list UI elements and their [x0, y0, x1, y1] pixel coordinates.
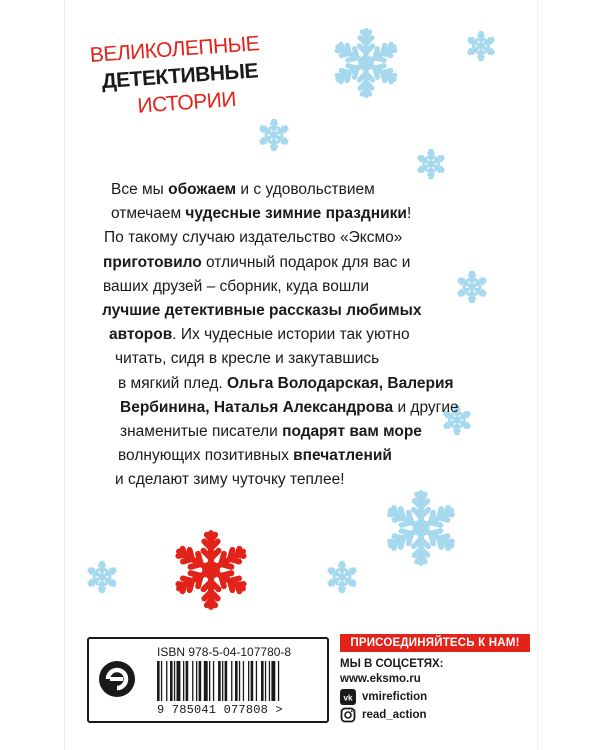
- website-link[interactable]: www.eksmo.ru: [340, 673, 421, 685]
- blurb-line: лучшие детективные рассказы любимых: [102, 302, 422, 320]
- instagram-icon: [340, 707, 356, 723]
- series-title-line-2: ДЕТЕКТИВНЫЕ: [100, 59, 259, 94]
- blurb-line: знаменитые писатели подарят вам море: [120, 423, 422, 441]
- barcode-bar: [235, 661, 238, 701]
- blurb-line: и сделают зиму чуточку теплее!: [115, 471, 345, 489]
- barcode-bar: [196, 661, 197, 701]
- barcode-bar: [177, 661, 181, 701]
- svg-text:vk: vk: [343, 693, 353, 703]
- barcode-bar: [218, 661, 221, 701]
- series-title: [89, 30, 264, 123]
- barcode-bar: [209, 661, 210, 701]
- barcode-bar: [225, 661, 228, 701]
- barcode-bar: [222, 661, 223, 701]
- blurb-line: отмечаем чудесные зимние праздники!: [111, 205, 412, 223]
- barcode-bar: [183, 661, 184, 701]
- barcode-bar: [186, 661, 189, 701]
- barcode-bar: [269, 661, 270, 701]
- snowflake-icon: [465, 30, 497, 62]
- series-title-line-3: ИСТОРИИ: [136, 87, 237, 118]
- social-heading: МЫ В СОЦСЕТЯХ:: [340, 658, 444, 670]
- isbn-barcode-box: [87, 637, 329, 723]
- blurb-line: ваших друзей – сборник, куда вошли: [103, 277, 369, 295]
- barcode-bar: [199, 661, 202, 701]
- barcode-digits: 9 785041 077808 >: [157, 703, 283, 717]
- annotation-text: [65, 178, 465, 493]
- barcode-bar: [161, 661, 162, 701]
- barcode-bar: [231, 661, 232, 701]
- barcode-bar: [166, 661, 167, 701]
- blurb-line: приготовило отличный подарок для вас и: [103, 253, 411, 271]
- barcode-bar: [204, 661, 208, 701]
- blurb-line: в мягкий плед. Ольга Володарская, Валерия: [118, 374, 454, 392]
- blurb-line: По такому случаю издательство «Эксмо»: [104, 229, 403, 247]
- snowflake-icon: [415, 148, 447, 180]
- barcode: [157, 661, 317, 701]
- instagram-link[interactable]: [340, 707, 427, 723]
- barcode-bar: [213, 661, 214, 701]
- barcode-bar: [192, 661, 193, 701]
- isbn-number: ISBN 978-5-04-107780-8: [157, 645, 292, 659]
- blurb-line: авторов. Их чудесные истории так уютно: [109, 326, 410, 344]
- snowflake-icon: [329, 26, 403, 100]
- book-back-cover: [64, 0, 538, 750]
- snowflake-icon: [85, 560, 119, 594]
- barcode-bar: [157, 661, 160, 701]
- join-us-banner: ПРИСОЕДИНЯЙТЕСЬ К НАМ!: [340, 634, 530, 652]
- snowflake-icon: [381, 488, 461, 568]
- barcode-bar: [239, 661, 240, 701]
- instagram-handle: read_action: [362, 709, 427, 721]
- barcode-bar: [265, 661, 266, 701]
- blurb-line: Вербинина, Наталья Александрова и другие: [120, 398, 459, 416]
- vk-icon: [340, 689, 356, 705]
- barcode-bar: [243, 661, 244, 701]
- blurb-line: Все мы обожаем и с удовольствием: [111, 181, 375, 198]
- series-title-line-1: ВЕЛИКОЛЕПНЫЕ: [89, 32, 260, 67]
- blurb-line: читать, сидя в кресле и закутавшись: [115, 350, 380, 368]
- barcode-bar: [248, 661, 249, 701]
- blurb-line: волнующих позитивных впечатлений: [118, 447, 392, 465]
- barcode-bar: [261, 661, 264, 701]
- snowflake-icon: [257, 118, 291, 152]
- barcode-bar: [251, 661, 254, 701]
- barcode-bar: [174, 661, 175, 701]
- barcode-bar: [278, 661, 279, 701]
- eksmo-logo-icon: [97, 659, 137, 699]
- vk-handle: vmirefiction: [362, 691, 428, 703]
- barcode-bar: [256, 661, 257, 701]
- snowflake-icon: [325, 560, 359, 594]
- barcode-bar: [271, 661, 275, 701]
- red-snowflake-icon: [169, 528, 253, 612]
- vk-link[interactable]: [340, 689, 427, 705]
- barcode-bar: [170, 661, 173, 701]
